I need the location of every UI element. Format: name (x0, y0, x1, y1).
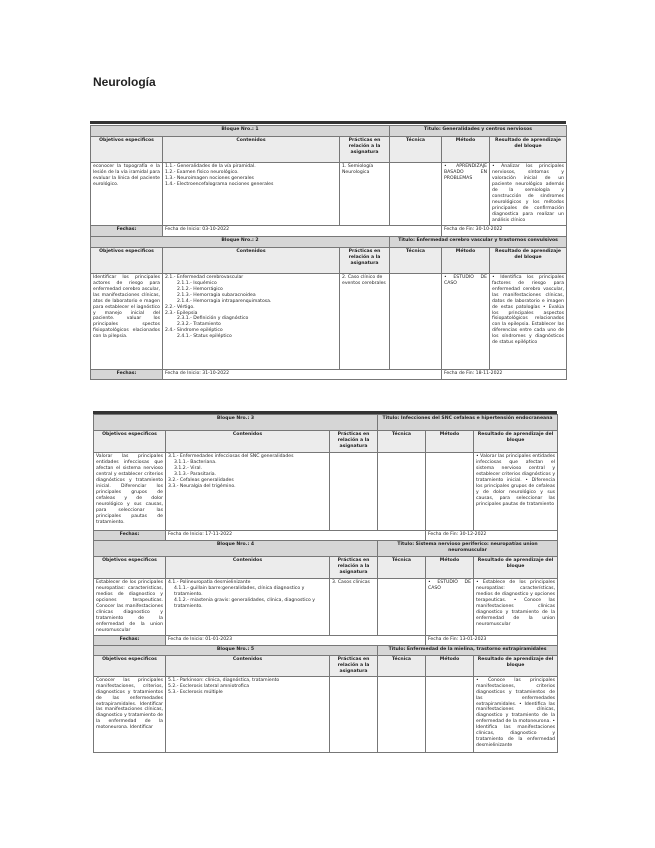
col-header-contenidos: Contenidos (166, 431, 330, 453)
content-item: 4.1.- Polineuropatía desmielinizante (168, 580, 251, 585)
block-title: Titulo: Sistema nervioso periferico: neuropatías union neuromuscular (378, 541, 558, 557)
col-header-resultado: Resultado de aprendizaje del bloque (474, 557, 558, 579)
content-item: 2.2.- Vértigo. (165, 304, 195, 310)
col-header-objetivos: Objetivos especificos (91, 137, 163, 163)
content-item: 5.1.- Parkinson: clínica, diagnóstica, tratamiento (168, 677, 280, 683)
content-item: 2.4.- Síndrome epiléptico (165, 328, 223, 334)
col-header-objetivos: Objetivos especificos (91, 247, 163, 273)
col-header-metodo: Método (426, 431, 474, 453)
practicas-cell: 3. Casos clinicas (330, 579, 378, 636)
resultado-cell: • Analizar los principales nerviosos, síntomas y valoración inicial de un paciente neurológico además de la semiología y construcción de síndromes neurológicos y los métodos principales de confirmación diagnostica para realizar un análisis clínico (490, 163, 567, 226)
block-number: Bloque Nro.: 3 (94, 415, 378, 431)
block-number: Bloque Nro.: 5 (94, 645, 378, 655)
content-item: 5.2.- Esclerosis lateral amniotrofica (168, 683, 250, 689)
content-subitem: 2.1.2.- Hemorrágico (177, 286, 223, 292)
tecnica-cell (378, 676, 426, 752)
contenidos-cell (166, 453, 330, 531)
content-subitem: 3.1.2.- Viral. (174, 465, 203, 471)
metodo-cell (426, 676, 474, 752)
fecha-inicio: Fecha de Inicio: 01-01-2023 (166, 635, 426, 645)
content-subitem: 2.1.1.- Isquémico (177, 280, 217, 286)
tecnica-cell (390, 273, 442, 369)
block-number: Bloque Nro.: 2 (91, 236, 390, 247)
resultado-cell: • Conoce las principales manifestaciones, criterios diagnosticos y tratamientos de las enfermedades extrapiramidales. • Identifica las manifestaciones clínicas, diagnostico y tratamiento de la enfermedad de la motoneurona. • Identifica las manifestaciones clínicas, diagnostico y tratamiento de la enfermedad desmielinizante (474, 676, 558, 752)
content-subitem: 2.1.3.- Hemorragia subaracnoidea (177, 292, 256, 298)
col-header-practicas: Prácticas en relación a la asignatura (330, 655, 378, 676)
content-item: 1.4.- Electroencefalograma nociones generales (165, 181, 274, 187)
practicas-cell (330, 676, 378, 752)
col-header-contenidos: Contenidos (166, 655, 330, 676)
content-subitem: 2.3.1.- Definición y diagnóstico (177, 316, 249, 322)
content-item: 1.2.- Examen físico neurológico. (165, 169, 239, 175)
resultado-cell: • Establece de los principales neuropatías: características, medios de diagnostico y opciones terapeuticas. • Conoce las manifestaciones clínicas diagnostico y tratamiento de la enfermedad de la union neuromuscular (474, 579, 558, 636)
fecha-fin: Fecha de Fin: 30-12-2022 (426, 531, 558, 541)
content-item: 3.3.- Neuralgia del trigémino. (168, 483, 236, 489)
content-subitem: 2.4.1.- Status epiléptico (177, 334, 232, 340)
fechas-label: Fechas: (91, 369, 163, 379)
objetivos-cell: Valorar las principales entidades infecciosas que afectan el sistema nervioso central y establecer criterios diagnósticos y tratamiento inicial. Diferenciar los principales grupos de cefaleas y de dolor neurológico y sus causas, para seleccionar las principales pautas de tratamiento. (94, 453, 166, 531)
metodo-cell (426, 453, 474, 531)
block-title: Titulo: Enfermedad de la mielina, trastorno extrapiramidales (378, 645, 558, 655)
objetivos-cell: Identificar los principales actores de riesgo para enfermedad cerebro ascular, las manifestaciones clínicas, atos de laboratorio e magen para establecer el iagnóstico y manejo inicial del paciente. valuar los principales spectos fisiopatológicos elacionados con la pilepsia. (91, 273, 163, 369)
fecha-fin: Fecha de Fin: 30-10-2022 (442, 225, 567, 236)
metodo-cell: • ESTUDIO DE CASO (426, 579, 474, 636)
resultado-cell: • Identifica los principales factores de riesgo para enfermedad cerebro vascular, las manifestaciones clínicas, datos de laboratorio e imagen de estas patologías • Evalúa los principales aspectos fisiopatológicos relacionados con la epilepsia. Establecer las diferencias entre cada uno de los síndromes y diagnósticos de status epiléptico (490, 273, 567, 369)
block-title: Titulo: Generalidades y centros nerviosos (390, 126, 567, 137)
contenidos-cell (163, 273, 340, 369)
metodo-cell: • APRENDIZAJE BASADO EN PROBLEMAS (442, 163, 490, 226)
block-number: Bloque Nro.: 4 (94, 541, 378, 557)
practicas-cell (330, 453, 378, 531)
content-item: 3.2.- Cefaleas generalidades (168, 477, 234, 483)
fecha-fin: Fecha de Fin: 13-01-2023 (426, 635, 558, 645)
content-item: 2.3.- Epilepsia (165, 310, 198, 316)
col-header-contenidos: Contenidos (166, 557, 330, 579)
col-header-practicas: Prácticas en relación a la asignatura (340, 247, 390, 273)
block-number: Bloque Nro.: 1 (91, 126, 390, 137)
tecnica-cell (378, 579, 426, 636)
fecha-inicio: Fecha de Inicio: 17-11-2022 (166, 531, 426, 541)
content-subitem: 2.1.4.- Hemorragia intraparenquimatosa. (177, 298, 272, 304)
objetivos-cell: Establecer de los principales neuropatías: características, medios de diagnostico y opciones terapeuticas. Conocer las manifestaciones clínicas diagnostico y tratamiento de la enfermedad de la union neuromuscular (94, 579, 166, 636)
col-header-metodo: Método (426, 557, 474, 579)
content-subitem: 4.1.2.- miastenia gravis: generalidades, clínica, diagnostico y tratamiento. (174, 597, 316, 609)
col-header-resultado: Resultado de aprendizaje del bloque (490, 247, 567, 273)
resultado-cell: • Valorar las principales entidades infecciosas que afectan el sistema nervioso central y establecer criterios diagnósticos y tratamiento inicial. • Diferencia los principales grupos de cefaleas y de dolor neurológico y sus causas, para seleccionar las principales pautas de tratamiento (474, 453, 558, 531)
col-header-tecnica: Técnica (390, 137, 442, 163)
col-header-practicas: Prácticas en relación a la asignatura (330, 431, 378, 453)
col-header-metodo: Método (442, 137, 490, 163)
tecnica-cell (378, 453, 426, 531)
content-subitem: 3.1.3.- Parasitaria. (174, 471, 217, 477)
fecha-inicio: Fecha de Inicio: 31-10-2022 (163, 369, 442, 379)
fecha-inicio: Fecha de Inicio: 03-10-2022 (163, 225, 442, 236)
content-subitem: 3.1.1.- Bacteriana. (174, 459, 217, 465)
col-header-tecnica: Técnica (378, 655, 426, 676)
top-bar-1 (90, 121, 566, 124)
table-blocks-3-5 (93, 414, 558, 753)
col-header-objetivos: Objetivos especificos (94, 557, 166, 579)
col-header-objetivos: Objetivos especificos (94, 431, 166, 453)
col-header-contenidos: Contenidos (163, 137, 340, 163)
content-item: 1.1.- Generalidades de la vía piramidal. (165, 164, 256, 169)
block-title: Titulo: Infecciones del SNC cefaleas e hipertensión endocraneana (378, 415, 558, 431)
table-blocks-1-2 (90, 125, 567, 380)
content-item: 5.3.- Esclerosis múltiple (168, 689, 223, 695)
col-header-tecnica: Técnica (378, 557, 426, 579)
fechas-label: Fechas: (94, 635, 166, 645)
objetivos-cell: Conocer las principales manifestaciones, criterios, diagnosticos y tratamientos de las enfermedades extrapiramidales. Identificar las manifestaciones clínicas, diagnostico y tratamiento de la enfermedad de la motoneurona. Identificar (94, 676, 166, 752)
contenidos-cell (166, 579, 330, 636)
fechas-label: Fechas: (94, 531, 166, 541)
objetivos-cell: econocer la topografía e la lesión de la vía iramidal para evaluar la línica del paciente eurológico. (91, 163, 163, 226)
col-header-metodo: Método (442, 247, 490, 273)
page-title: Neurología (93, 75, 156, 89)
practicas-cell: 1. Semiología Neurologica (340, 163, 390, 226)
contenidos-cell (166, 676, 330, 752)
col-header-tecnica: Técnica (390, 247, 442, 273)
col-header-practicas: Prácticas en relación a la asignatura (340, 137, 390, 163)
content-subitem: 2.3.2.- Tratamiento (177, 322, 221, 328)
col-header-contenidos: Contenidos (163, 247, 340, 273)
col-header-resultado: Resultado de aprendizaje del bloque (490, 137, 567, 163)
fecha-fin: Fecha de Fin: 18-11-2022 (442, 369, 567, 379)
col-header-practicas: Prácticas en relación a la asignatura (330, 557, 378, 579)
content-item: 2.1.- Enfermedad cerebrovascular (165, 274, 244, 280)
fechas-label: Fechas: (91, 225, 163, 236)
col-header-tecnica: Técnica (378, 431, 426, 453)
col-header-objetivos: Objetivos especificos (94, 655, 166, 676)
col-header-resultado: Resultado de aprendizaje del bloque (474, 431, 558, 453)
tecnica-cell (390, 163, 442, 226)
content-item: 1.3.- Neuroimagen nociones generales (165, 175, 254, 181)
col-header-resultado: Resultado de aprendizaje del bloque (474, 655, 558, 676)
content-item: 3.1.- Enfermedades infecciosas del SNC generalidades (168, 454, 294, 459)
col-header-metodo: Método (426, 655, 474, 676)
practicas-cell: 2. Caso clínico de eventos cerebrales (340, 273, 390, 369)
metodo-cell: • ESTUDIO DE CASO (442, 273, 490, 369)
content-subitem: 4.1.1.- guillain barre:generalidades, clínica diagnostico y tratamiento. (174, 585, 305, 597)
block-title: Titulo: Enfermedad cerebro vascular y trastornos convulsivos (390, 236, 567, 247)
contenidos-cell (163, 163, 340, 226)
